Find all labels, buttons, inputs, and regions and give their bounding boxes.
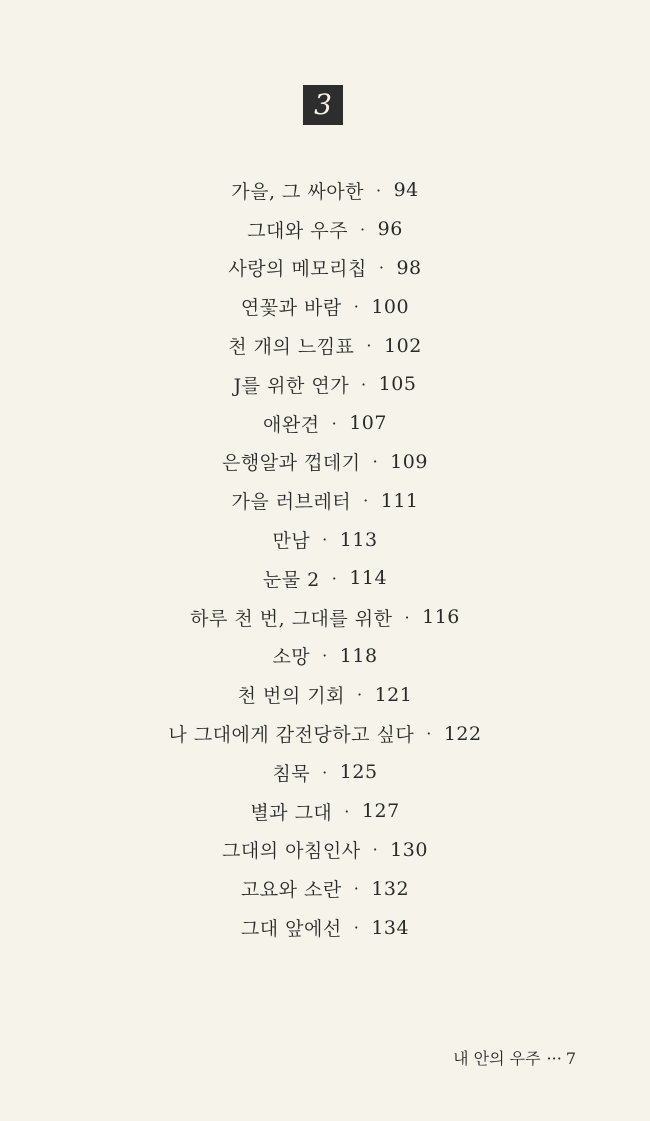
running-title: 내 안의 우주 <box>453 1049 541 1068</box>
toc-entry-title: J를 위한 연가 <box>233 374 350 397</box>
toc-entry-title: 은행알과 껍데기 <box>222 452 361 475</box>
toc-entry-page: 125 <box>339 761 378 784</box>
toc-entry-separator: · <box>322 530 328 550</box>
toc-entry-page: 98 <box>396 256 422 279</box>
toc-entry <box>0 869 650 908</box>
toc-entry-separator: · <box>372 840 379 860</box>
toc-entry-title: 사랑의 메모리칩 <box>228 258 367 281</box>
toc-entry-title: 만남 <box>272 530 311 553</box>
toc-entry <box>0 365 650 404</box>
toc-entry-page: 111 <box>380 489 419 512</box>
footer-ellipsis: ··· <box>546 1049 562 1068</box>
toc-entry-title: 별과 그대 <box>250 801 333 824</box>
toc-entry <box>0 404 650 443</box>
toc-entry <box>0 249 650 288</box>
table-of-contents <box>0 171 650 947</box>
toc-entry-title: 그대와 우주 <box>247 219 349 242</box>
toc-entry-page: 132 <box>371 877 410 900</box>
toc-entry-separator: · <box>363 491 369 511</box>
toc-entry-separator: · <box>426 724 432 744</box>
toc-entry-page: 118 <box>339 644 378 667</box>
toc-entry-separator: · <box>331 413 338 433</box>
toc-entry-title: 가을, 그 싸아한 <box>231 180 364 203</box>
toc-entry-page: 121 <box>374 683 413 706</box>
toc-entry-page: 116 <box>422 606 460 629</box>
toc-entry-page: 122 <box>443 722 482 745</box>
toc-entry <box>0 481 650 520</box>
chapter-number-badge <box>303 85 343 125</box>
toc-entry-separator: · <box>353 918 360 938</box>
toc-entry <box>0 792 650 831</box>
toc-entry <box>0 637 650 676</box>
toc-entry-separator: · <box>322 762 328 782</box>
toc-entry <box>0 326 650 365</box>
toc-entry-separator: · <box>378 258 385 278</box>
toc-entry-title: 연꽃과 바람 <box>240 297 342 320</box>
toc-entry-title: 눈물 2 <box>262 568 320 591</box>
toc-entry-separator: · <box>331 568 338 588</box>
toc-entry-separator: · <box>372 452 379 472</box>
chapter-number: 3 <box>314 88 332 121</box>
toc-entry-page: 109 <box>390 450 428 473</box>
toc-entry-separator: · <box>353 879 360 899</box>
toc-entry-title: 하루 천 번, 그대를 위한 <box>190 607 393 630</box>
toc-entry-page: 114 <box>349 567 388 590</box>
toc-entry <box>0 675 650 714</box>
toc-entry <box>0 210 650 249</box>
toc-entry-separator: · <box>360 219 366 239</box>
toc-entry-separator: · <box>375 180 382 200</box>
toc-entry <box>0 443 650 482</box>
toc-entry-separator: · <box>353 297 360 317</box>
toc-entry <box>0 287 650 326</box>
toc-entry-title: 침묵 <box>272 762 311 785</box>
toc-entry-page: 94 <box>393 179 419 202</box>
toc-entry-page: 134 <box>371 916 410 939</box>
toc-entry-page: 102 <box>384 334 422 357</box>
toc-entry-page: 130 <box>390 838 428 861</box>
toc-entry-title: 고요와 소란 <box>240 879 342 902</box>
toc-entry-title: 나 그대에게 감전당하고 싶다 <box>168 724 415 747</box>
toc-entry <box>0 831 650 870</box>
toc-entry-separator: · <box>322 646 328 666</box>
toc-entry-separator: · <box>344 801 350 821</box>
toc-entry-title: 천 개의 느낌표 <box>228 336 355 359</box>
toc-entry <box>0 520 650 559</box>
toc-entry-page: 113 <box>339 528 378 551</box>
toc-entry-page: 107 <box>349 412 387 435</box>
toc-entry-page: 105 <box>378 373 417 396</box>
toc-entry <box>0 753 650 792</box>
toc-entry <box>0 598 650 637</box>
toc-entry-title: 소망 <box>272 646 311 669</box>
toc-entry-title: 그대 앞에선 <box>240 918 342 941</box>
toc-entry-page: 127 <box>361 800 400 823</box>
toc-entry-separator: · <box>366 336 373 356</box>
page-number: 7 <box>565 1049 576 1068</box>
toc-entry-title: 천 번의 기회 <box>237 685 345 708</box>
toc-entry <box>0 171 650 210</box>
toc-entry <box>0 908 650 947</box>
toc-entry-page: 100 <box>371 295 410 318</box>
toc-entry-page: 96 <box>377 218 403 241</box>
toc-entry-separator: · <box>361 374 367 394</box>
toc-entry <box>0 559 650 598</box>
toc-entry-title: 가을 러브레터 <box>231 491 352 514</box>
page-footer <box>453 1046 576 1069</box>
toc-entry-title: 그대의 아침인사 <box>222 840 361 863</box>
toc-entry <box>0 714 650 753</box>
toc-entry-title: 애완견 <box>263 413 320 436</box>
toc-entry-separator: · <box>357 685 363 705</box>
toc-entry-separator: · <box>404 607 411 627</box>
